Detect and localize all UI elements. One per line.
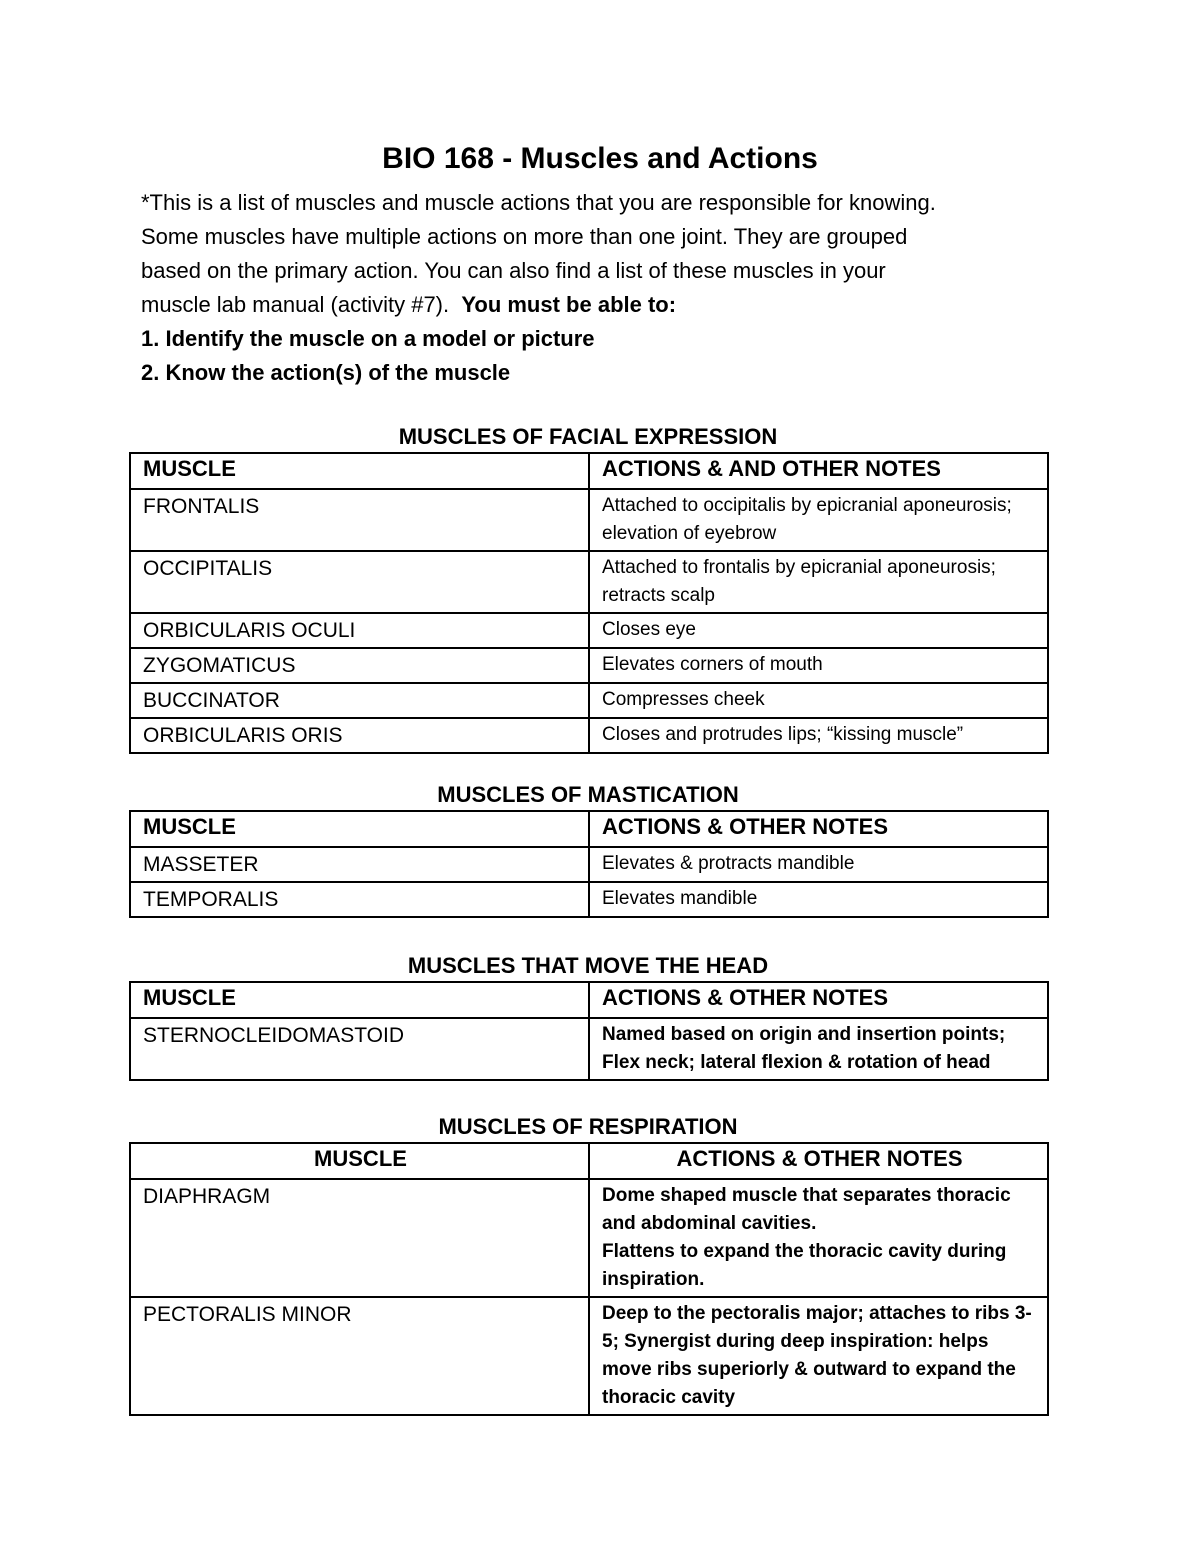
head-section-title: MUSCLES THAT MOVE THE HEAD <box>407 953 769 978</box>
muscle-name: MASSETER <box>130 847 589 882</box>
table-row <box>130 683 1048 718</box>
table-row <box>130 718 1048 753</box>
table-row <box>130 882 1048 917</box>
table-header-row <box>130 811 1048 847</box>
action-paragraph: Dome shaped muscle that separates thoracic and abdominal cavities. <box>602 1185 1011 1234</box>
mastication-table <box>129 810 1049 918</box>
column-header-muscle: MUSCLE <box>130 1143 589 1179</box>
muscle-action <box>589 1179 1048 1297</box>
muscle-name: TEMPORALIS <box>130 882 589 917</box>
intro-line-text: muscle lab manual (activity #7). <box>141 292 462 317</box>
column-header-muscle: MUSCLE <box>130 811 589 847</box>
muscle-name: PECTORALIS MINOR <box>130 1297 589 1415</box>
column-header-muscle: MUSCLE <box>130 453 589 489</box>
requirement-1: 1. Identify the muscle on a model or picture <box>141 326 595 351</box>
table-row <box>130 1018 1048 1080</box>
respiration-table <box>129 1142 1049 1416</box>
muscle-name: STERNOCLEIDOMASTOID <box>130 1018 589 1080</box>
head-muscles-table <box>129 981 1049 1081</box>
intro-line <box>141 288 1071 322</box>
table-row <box>130 489 1048 551</box>
muscle-action: Deep to the pectoralis major; attaches to ribs 3-5; Synergist during deep inspiration: helps move ribs superiorly & outward to expand the thoracic cavity <box>589 1297 1048 1415</box>
muscle-action: Closes eye <box>589 613 1048 648</box>
intro-emphasis: You must be able to: <box>461 292 677 317</box>
intro-paragraph <box>141 186 1071 390</box>
muscle-action: Closes and protrudes lips; “kissing muscle” <box>589 718 1048 753</box>
page-title: BIO 168 - Muscles and Actions <box>382 142 818 175</box>
muscle-name: BUCCINATOR <box>130 683 589 718</box>
table-row <box>130 1179 1048 1297</box>
table-header-row <box>130 1143 1048 1179</box>
mastication-section-title: MUSCLES OF MASTICATION <box>437 782 739 807</box>
muscle-name: DIAPHRAGM <box>130 1179 589 1297</box>
column-header-actions: ACTIONS & OTHER NOTES <box>589 982 1048 1018</box>
action-paragraph: Flattens to expand the thoracic cavity during inspiration. <box>602 1241 1007 1290</box>
table-row <box>130 1297 1048 1415</box>
table-header-row <box>130 453 1048 489</box>
muscle-name: ORBICULARIS ORIS <box>130 718 589 753</box>
column-header-actions: ACTIONS & AND OTHER NOTES <box>589 453 1048 489</box>
muscle-action: Named based on origin and insertion points; Flex neck; lateral flexion & rotation of head <box>589 1018 1048 1080</box>
intro-line: Some muscles have multiple actions on more than one joint. They are grouped <box>141 224 908 249</box>
table-row <box>130 551 1048 613</box>
table-row <box>130 613 1048 648</box>
table-row <box>130 847 1048 882</box>
respiration-section-title: MUSCLES OF RESPIRATION <box>438 1114 738 1139</box>
intro-line: *This is a list of muscles and muscle actions that you are responsible for knowing. <box>141 190 936 215</box>
muscle-name: ORBICULARIS OCULI <box>130 613 589 648</box>
table-row <box>130 648 1048 683</box>
intro-line: based on the primary action. You can also find a list of these muscles in your <box>141 258 886 283</box>
muscle-name: ZYGOMATICUS <box>130 648 589 683</box>
column-header-actions: ACTIONS & OTHER NOTES <box>589 811 1048 847</box>
table-header-row <box>130 982 1048 1018</box>
muscle-action: Elevates corners of mouth <box>589 648 1048 683</box>
muscle-name: OCCIPITALIS <box>130 551 589 613</box>
column-header-muscle: MUSCLE <box>130 982 589 1018</box>
requirement-2: 2. Know the action(s) of the muscle <box>141 360 511 385</box>
facial-section-title: MUSCLES OF FACIAL EXPRESSION <box>398 424 778 449</box>
muscle-name: FRONTALIS <box>130 489 589 551</box>
facial-expression-table <box>129 452 1049 754</box>
muscle-action: Elevates & protracts mandible <box>589 847 1048 882</box>
muscle-action: Compresses cheek <box>589 683 1048 718</box>
muscle-action: Elevates mandible <box>589 882 1048 917</box>
column-header-actions: ACTIONS & OTHER NOTES <box>589 1143 1048 1179</box>
muscle-action: Attached to occipitalis by epicranial aponeurosis; elevation of eyebrow <box>589 489 1048 551</box>
muscle-action: Attached to frontalis by epicranial aponeurosis; retracts scalp <box>589 551 1048 613</box>
